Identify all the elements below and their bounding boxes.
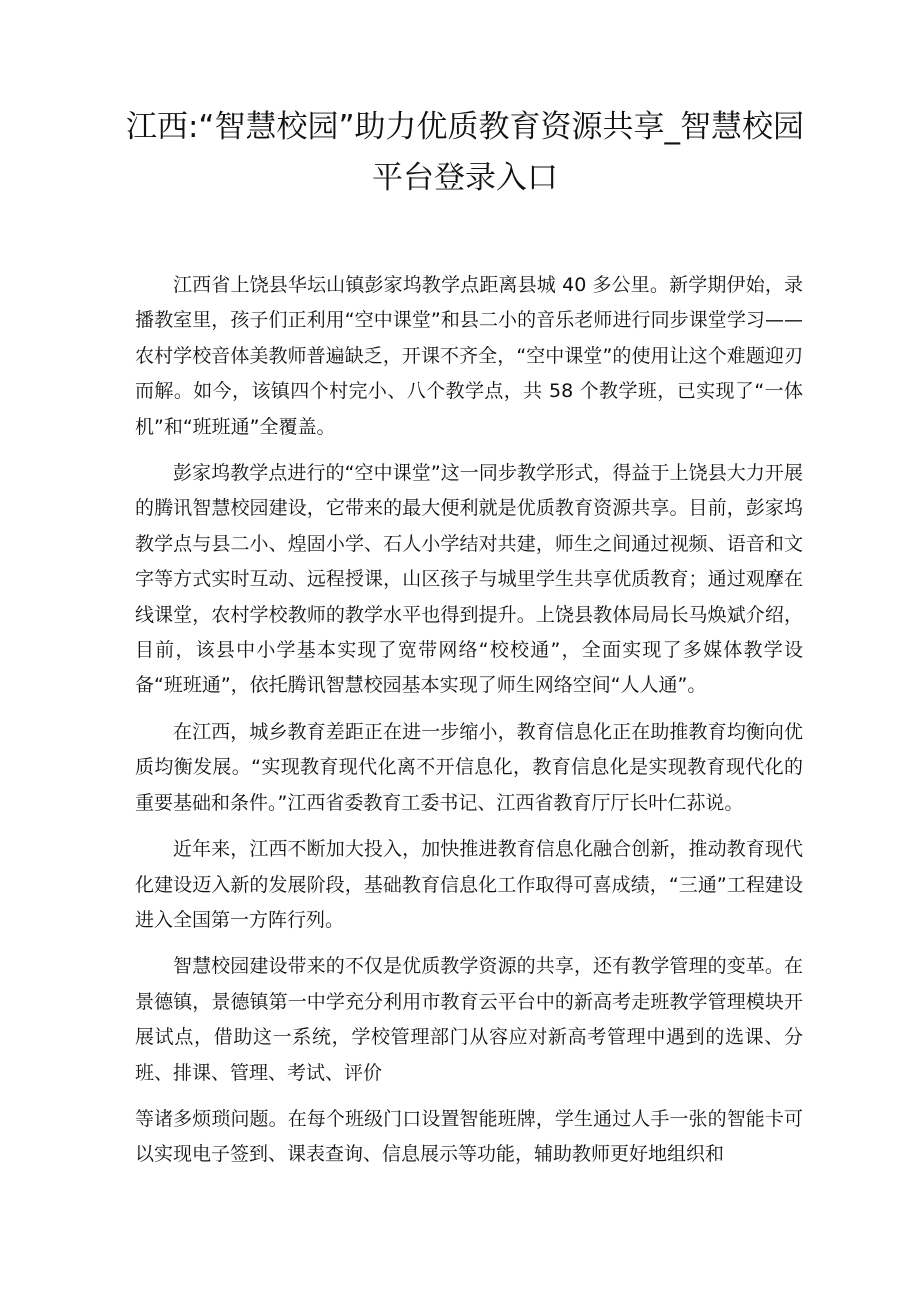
paragraph-6-continuation: 等诸多烦琐问题。在每个班级门口设置智能班牌，学生通过人手一张的智能卡可以实现电子签到、课表查询、信息展示等功能，辅助教师更好地组织和 <box>135 1107 803 1166</box>
paragraph-3: 在江西，城乡教育差距正在进一步缩小，教育信息化正在助推教育均衡向优质均衡发展。“实现教育现代化离不开信息化，教育信息化是实现教育现代化的重要基础和条件。”江西省委教育工委书记、江西省教育厅厅长叶仁荪说。 <box>135 720 803 814</box>
paragraph-5: 智慧校园建设带来的不仅是优质教学资源的共享，还有教学管理的变革。在景德镇，景德镇第一中学充分利用市教育云平台中的新高考走班教学管理模块开展试点，借助这一系统，学校管理部门从容应对新高考管理中遇到的选课、分班、排课、管理、考试、评价 <box>135 955 803 1084</box>
paragraph-1: 江西省上饶县华坛山镇彭家坞教学点距离县城 40 多公里。新学期伊始，录播教室里，孩子们正利用“空中课堂”和县二小的音乐老师进行同步课堂学习——农村学校音体美教师普遍缺乏，开课不齐全，“空中课堂”的使用让这个难题迎刃而解。如今，该镇四个村完小、八个教学点，共 58 个教学班，已实现了“一体机”和“班班通”全覆盖。 <box>135 274 803 438</box>
article-title: 江西:“智慧校园”助力优质教育资源共享_智慧校园平台登录入口 <box>125 109 805 196</box>
article-body <box>135 268 803 1184</box>
paragraph-2: 彭家坞教学点进行的“空中课堂”这一同步教学形式，得益于上饶县大力开展的腾讯智慧校园建设，它带来的最大便利就是优质教育资源共享。目前，彭家坞教学点与县二小、煌固小学、石人小学结对共建，师生之间通过视频、语音和文字等方式实时互动、远程授课，山区孩子与城里学生共享优质教育；通过观摩在线课堂，农村学校教师的教学水平也得到提升。上饶县教体局局长马焕斌介绍，目前，该县中小学基本实现了宽带网络“校校通”，全面实现了多媒体教学设备“班班通”，依托腾讯智慧校园基本实现了师生网络空间“人人通”。 <box>135 462 803 697</box>
paragraph-4: 近年来，江西不断加大投入，加快推进教育信息化融合创新，推动教育现代化建设迈入新的发展阶段，基础教育信息化工作取得可喜成绩，“三通”工程建设进入全国第一方阵行列。 <box>135 838 803 931</box>
